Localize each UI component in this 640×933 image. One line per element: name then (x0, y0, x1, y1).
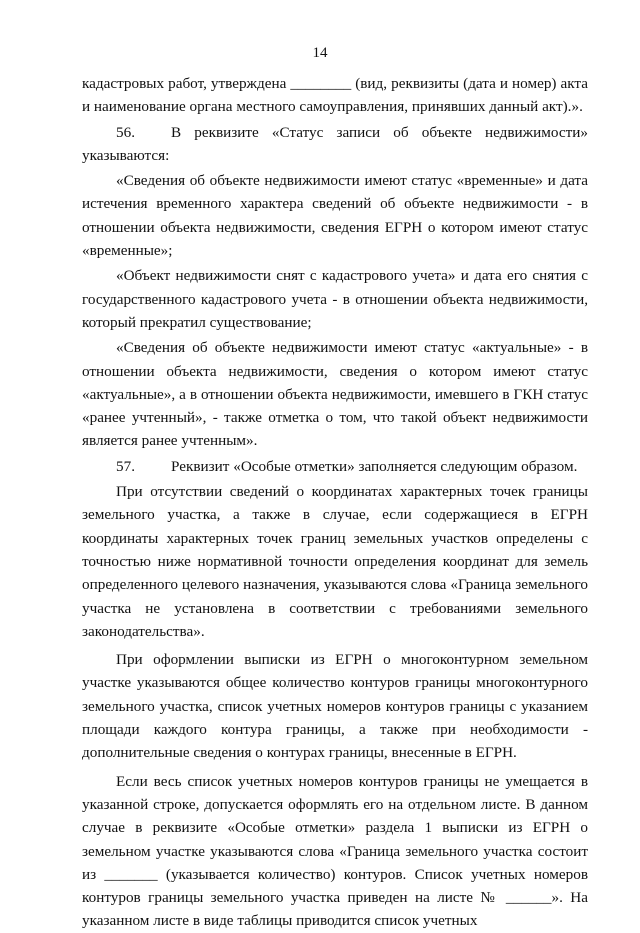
paragraph (82, 648, 588, 764)
paragraph-text: «Сведения об объекте недвижимости имеют статус «временные» и дата истечения временного характера сведений об объекте недвижимости - в отношении объекта недвижимости, сведения ЕГРН о котором имеют статус «временные»; (82, 172, 588, 260)
item-number: 56. (116, 123, 135, 141)
paragraph-text: Если весь список учетных номеров контуров границы не умещается в указанной строке, допускается оформлять его на отдельном листе. В данном случае в реквизите «Особые отметки» раздела 1 выписки из ЕГРН о земельном участке указываются слова «Граница земельного участка состоит из _______ (указывается количество) контуров. Список учетных номеров контуров границы земельного участка приведен на листе № ______». На указанном листе в виде таблицы приводится список учетных (82, 772, 588, 930)
paragraph-text: кадастровых работ, утверждена ________ (вид, реквизиты (дата и номер) акта и наименование органа местного самоуправления, принявших данный акт).». (82, 75, 588, 116)
paragraph (82, 770, 588, 933)
paragraph-text: При отсутствии сведений о координатах характерных точек границы земельного участка, а также в случае, если содержащиеся в ЕГРН координаты характерных точек границ земельных участков определены с точностью ниже нормативной точности определения координат для земель определенного целевого назначения, указываются слова «Граница земельного участка не установлена в соответствии с требованиями земельного законодательства». (82, 483, 588, 640)
paragraph-item-56 (82, 121, 588, 168)
paragraph (82, 480, 588, 643)
paragraph-text: При оформлении выписки из ЕГРН о многоконтурном земельном участке указываются общее количество контуров границы многоконтурного земельного участка, список учетных номеров контуров границы с указанием площади каждого контура границы, а также при необходимости - дополнительные сведения о контурах границы, внесенные в ЕГРН. (82, 651, 588, 762)
item-number: 57. (116, 457, 135, 475)
paragraph-text: «Объект недвижимости снят с кадастрового учета» и дата его снятия с государственного кадастрового учета - в отношении объекта недвижимости, который прекратил существование; (82, 267, 588, 331)
paragraph-text: «Сведения об объекте недвижимости имеют статус «актуальные» - в отношении объекта недвижимости, сведения о котором имеют статус «актуальные», а в отношении объекта недвижимости, имевшего в ГКН статус «ранее учтенный», - также отметка о том, что такой объект недвижимости является ранее учтенным». (82, 339, 588, 450)
paragraph (82, 264, 588, 334)
paragraph (82, 336, 588, 452)
paragraph-text: В реквизите «Статус записи об объекте недвижимости» указываются: (82, 123, 588, 164)
page-number: 14 (312, 45, 328, 61)
paragraph-item-57 (82, 455, 588, 478)
paragraph (82, 169, 588, 262)
document-body (82, 72, 588, 933)
paragraph-continuation (82, 72, 588, 119)
paragraph-text: Реквизит «Особые отметки» заполняется следующим образом. (171, 457, 578, 475)
